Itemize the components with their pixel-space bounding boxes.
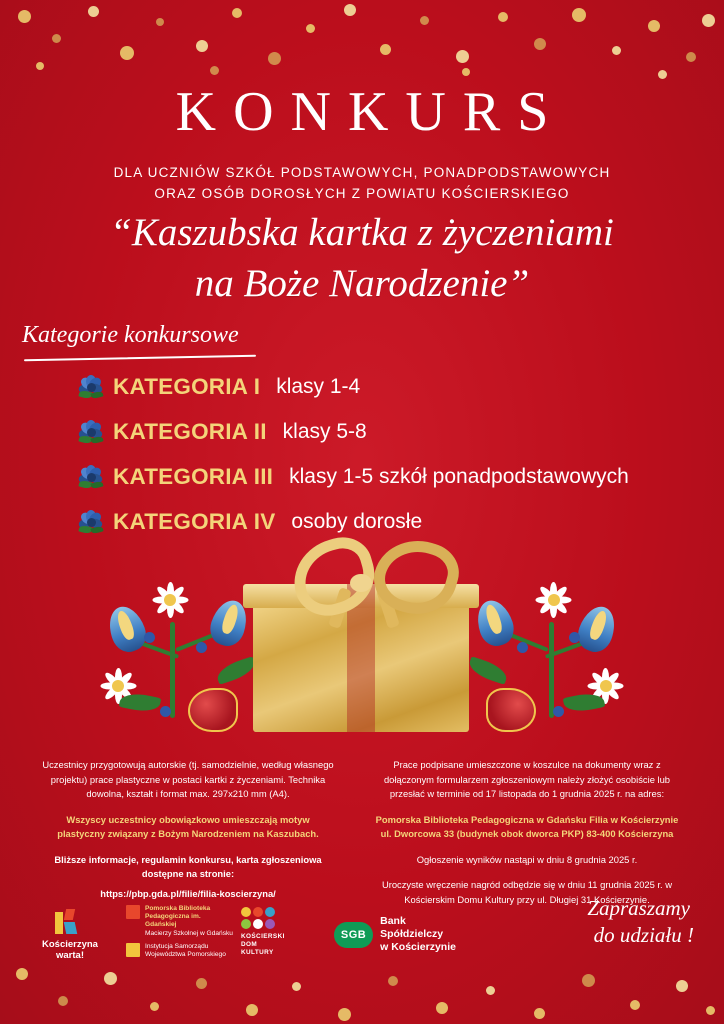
logo-pbp-line-5: Województwa Pomorskiego xyxy=(145,951,226,959)
invitation-line-1: Zapraszamy xyxy=(587,896,690,920)
category-name: KATEGORIA II xyxy=(113,419,267,444)
tulip-icon xyxy=(103,602,151,657)
pbp-mark-icon xyxy=(126,905,140,919)
gift-bow-knot xyxy=(350,574,372,592)
category-name: KATEGORIA III xyxy=(113,464,274,489)
rules-paragraph: Uczestnicy przygotowują autorskie (tj. samodzielnie, według własnego projektu) prace plastyczne w postaci kartki z życzeniami. Technika dowolna, kształt i format max. 297x210 mm (A4). xyxy=(42,759,334,800)
kdk-dots-icon xyxy=(241,907,327,929)
rules-highlight: Wszyscy uczestnicy obowiązkowo umieszczają motyw plastyczny związany z Bożym Narodzeniem na Kaszubach. xyxy=(57,813,319,840)
daisy-icon xyxy=(536,582,572,618)
invitation-text xyxy=(587,896,694,948)
submission-paragraph: Prace podpisane umieszczone w koszulce na dokumenty wraz z dołączonym formularzem zgłoszeniowym należy złożyć osobiście lub przesłać w terminie od 17 listopada do 1 grudnia 2025 r. na adres: xyxy=(383,759,671,800)
award-ceremony: Uroczyste wręczenie nagród odbędzie się w dniu 11 grudnia 2025 r. w Kościerskim Domu Kultury przy ul. Długiej 31 Kościerzynie. xyxy=(381,879,673,906)
category-detail: klasy 5-8 xyxy=(282,420,367,443)
page-title: KONKURS xyxy=(175,81,566,143)
gift-illustration xyxy=(0,520,724,755)
kosciarzyna-warta-mark-icon xyxy=(55,909,85,937)
categories-heading-underline xyxy=(24,355,256,361)
sgb-badge: SGB xyxy=(334,922,373,948)
results-date: Ogłoszenie wyników nastąpi w dniu 8 grudnia 2025 r. xyxy=(416,853,638,865)
subtitle xyxy=(0,163,724,205)
berry-icon xyxy=(569,632,580,643)
logo-kdk-line-2: DOM xyxy=(241,941,258,948)
category-detail: osoby dorosłe xyxy=(291,510,423,533)
logo-bank-spoldzielczy xyxy=(334,915,458,954)
berry-icon xyxy=(196,642,207,653)
list-item xyxy=(78,458,698,496)
logo-pbp-line-4: Instytucja Samorządu xyxy=(145,942,209,950)
partner-logos xyxy=(28,905,458,961)
daisy-icon xyxy=(152,582,188,618)
logo-kdk-line-3: KULTURY xyxy=(241,949,274,956)
logo-pbp-line-3: Macierzy Szkolnej w Gdańsku xyxy=(145,929,233,937)
category-detail: klasy 1-4 xyxy=(276,375,361,398)
berry-icon xyxy=(144,632,155,643)
flower-icon xyxy=(78,464,104,490)
wojewodztwo-mark-icon xyxy=(126,943,140,957)
logo-sgb-line-2: w Kościerzynie xyxy=(380,941,456,954)
berry-icon xyxy=(553,706,564,717)
contest-theme xyxy=(0,207,724,310)
list-item xyxy=(78,413,698,451)
logo-sgb-line-1: Bank Spółdzielczy xyxy=(380,915,444,941)
leaf-icon xyxy=(466,656,509,685)
berry-icon xyxy=(160,706,171,717)
logo-kosciarzyna-warta xyxy=(28,909,112,962)
logo-kdk-line-1: KOŚCIERSKI xyxy=(241,933,285,940)
contest-theme-line-1: “Kaszubska kartka z życzeniami xyxy=(110,211,614,254)
category-detail: klasy 1-5 szkół ponadpodstawowych xyxy=(289,465,629,488)
rules-panel-right xyxy=(372,758,682,919)
logo-kosciarski-dom-kultury xyxy=(241,907,327,957)
flower-icon xyxy=(78,419,104,445)
berry-icon xyxy=(517,642,528,653)
tulip-icon xyxy=(573,602,621,657)
subtitle-line-1: DLA UCZNIÓW SZKÓŁ PODSTAWOWYCH, PONADPODSTAWOWYCH xyxy=(113,165,611,180)
tulip-pod-icon xyxy=(188,688,238,732)
invitation-line-2: do udziału ! xyxy=(593,923,694,947)
logo-kw-line-2: warta! xyxy=(56,949,84,961)
flower-icon xyxy=(78,374,104,400)
logo-pomorska-biblioteka-pedagogiczna xyxy=(126,905,234,964)
logo-pbp-line-2: Pedagogiczna im. Gdańskiej xyxy=(145,913,201,929)
logo-kw-line-1: Kościerzyna xyxy=(42,939,98,950)
logo-pbp-line-1: Pomorska Biblioteka xyxy=(145,905,211,912)
subtitle-line-2: ORAZ OSÓB DOROSŁYCH Z POWIATU KOŚCIERSKIEGO xyxy=(154,185,570,201)
rules-panel-left xyxy=(42,758,334,913)
categories-heading: Kategorie konkursowe xyxy=(22,322,239,348)
category-name: KATEGORIA I xyxy=(113,374,261,399)
rules-link-label: Bliższe informacje, regulamin konkursu, karta zgłoszeniowa dostępne na stronie: xyxy=(54,853,322,880)
leaf-icon xyxy=(214,656,257,685)
submission-address: Pomorska Biblioteka Pedagogiczna w Gdańsku Filia w Kościerzynie ul. Dworcowa 33 (budynek obok dworca PKP) 83-400 Kościerzyna xyxy=(375,813,679,840)
tulip-pod-icon xyxy=(486,688,536,732)
category-name: KATEGORIA IV xyxy=(113,509,276,534)
rules-link-url[interactable]: https://pbp.gda.pl/filie/filia-koscierzyna/ xyxy=(100,888,276,900)
contest-theme-line-2: na Boże Narodzenie” xyxy=(194,262,530,306)
list-item xyxy=(78,368,698,406)
